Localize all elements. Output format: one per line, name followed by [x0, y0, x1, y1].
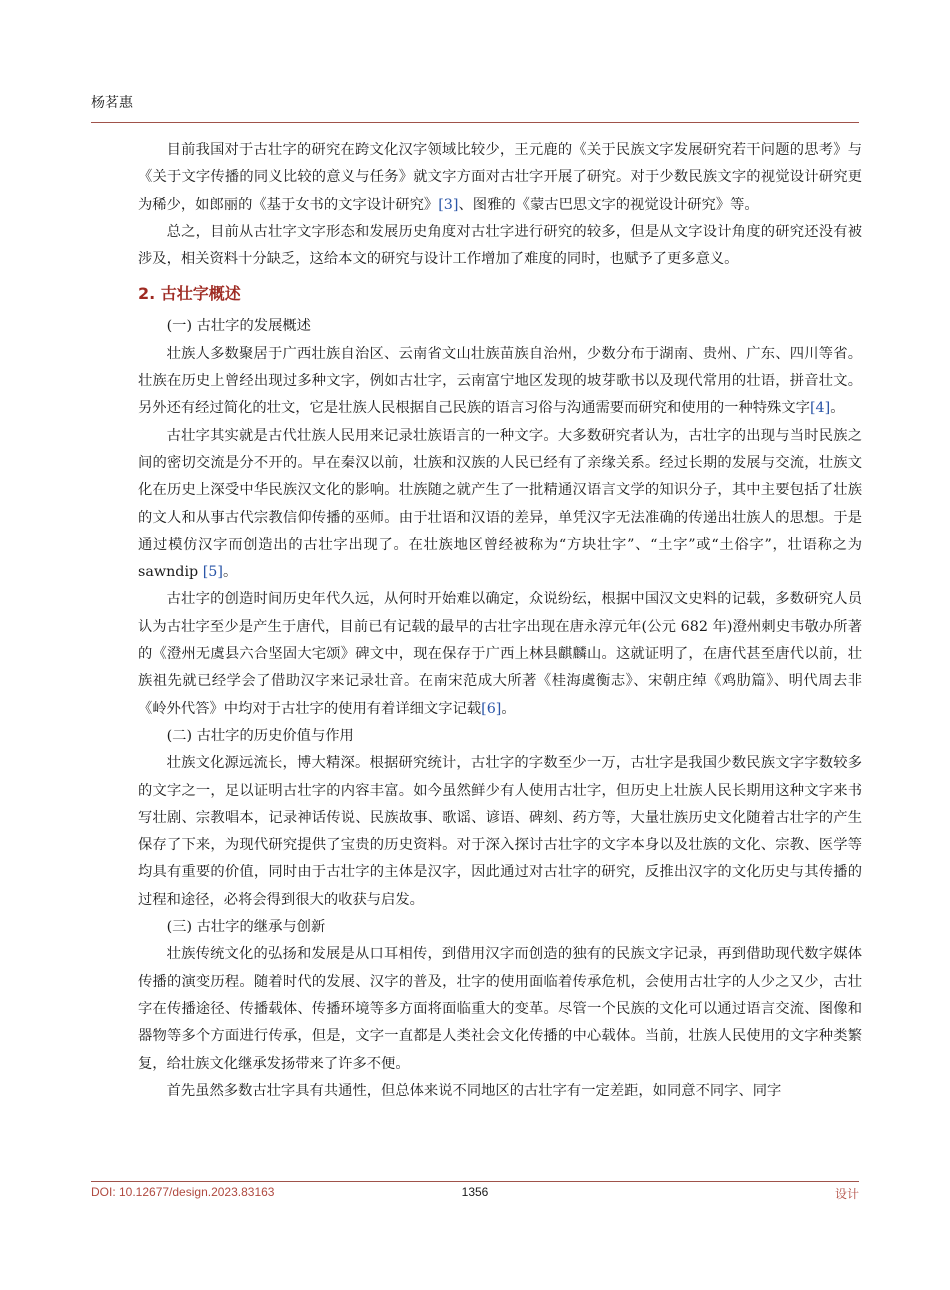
running-header-author: 杨茗惠: [91, 95, 133, 111]
paragraph-text: 古壮字其实就是古代壮族人民用来记录壮族语言的一种文字。大多数研究者认为，古壮字的出现与当时民族之间的密切交流是分不开的。早在秦汉以前，壮族和汉族的人民已经有了亲缘关系。经过长期的发展与交流，壮族文化在历史上深受中华民族汉文化的影响。壮族随之就产生了一批精通汉语言文学的知识分子，其中主要包括了壮族的文人和从事古代宗教信仰传播的巫师。由于壮语和汉语的差异，单凭汉字无法准确的传递出壮族人的思想。于是通过模仿汉字而创造出的古壮字出现了。在壮族地区曾经被称为“方块壮字”、“土字”或“土俗字”，壮语称之为 sawndip: [138, 427, 862, 581]
citation-link[interactable]: [6]: [481, 700, 502, 717]
paragraph: 壮族传统文化的弘扬和发展是从口耳相传，到借用汉字而创造的独有的民族文字记录，再到借助现代数字媒体传播的演变历程。随着时代的发展、汉字的普及，壮字的使用面临着传承危机，会使用古壮字的人少之又少，古壮字在传播途径、传播载体、传播环境等多方面将面临重大的变革。尽管一个民族的文化可以通过语言交流、图像和器物等多个方面进行传承，但是，文字一直都是人类社会文化传播的中心载体。当前，壮族人民使用的文字种类繁复，给壮族文化继承发扬带来了许多不便。: [138, 946, 862, 1072]
header-divider: [91, 122, 859, 123]
article-body: [138, 137, 862, 1105]
paragraph: [138, 341, 862, 423]
paragraph-text: 壮族人多数聚居于广西壮族自治区、云南省文山壮族苗族自治州，少数分布于湖南、贵州、广东、四川等省。壮族在历史上曾经出现过多种文字，例如古壮字，云南富宁地区发现的坡芽歌书以及现代常用的壮语，拼音壮文。另外还有经过简化的壮文，它是壮族人民根据自己民族的语言习俗与沟通需要而研究和使用的一种特殊文字: [138, 345, 862, 417]
section-heading: 2. 古壮字概述: [138, 284, 241, 304]
paragraph: [138, 586, 862, 722]
paragraph: 首先虽然多数古壮字具有共通性，但总体来说不同地区的古壮字有一定差距，如同意不同字、同字: [166, 1082, 782, 1099]
footer-divider: [91, 1181, 859, 1182]
citation-link[interactable]: [5]: [202, 564, 223, 581]
subsection-heading: (三) 古壮字的继承与创新: [166, 919, 326, 936]
citation-link[interactable]: [4]: [809, 400, 831, 417]
citation-link[interactable]: [3]: [438, 196, 459, 213]
page-number: 1356: [461, 1185, 489, 1199]
paragraph: [138, 137, 862, 219]
paragraph-text: 。: [501, 700, 516, 717]
journal-name: 设计: [834, 1187, 859, 1201]
paragraph-text: 。: [223, 564, 238, 581]
subsection-heading: (一) 古壮字的发展概述: [166, 318, 311, 335]
paragraph-text: 古壮字的创造时间历史年代久远，从何时开始难以确定，众说纷纭，根据中国汉文史料的记载，多数研究人员认为古壮字至少是产生于唐代，目前已有记载的最早的古壮字出现在唐永淳元年(公元 682 年)澄州刺史韦敬办所著的《澄州无虞县六合坚固大宅颂》碑文中，现在保存于广西上林县麒麟山。这就证明了，在唐代甚至唐代以前，壮族祖先就已经学会了借助汉字来记录壮音。在南宋范成大所著《桂海虞衡志》、宋朝庄绰《鸡肋篇》、明代周去非《岭外代答》中均对于古壮字的使用有着详细文字记载: [138, 591, 862, 717]
paragraph: 总之，目前从古壮字文字形态和发展历史角度对古壮字进行研究的较多，但是从文字设计角度的研究还没有被涉及，相关资料十分缺乏，这给本文的研究与设计工作增加了难度的同时，也赋予了更多意义。: [138, 223, 862, 268]
paragraph: [138, 423, 862, 587]
paragraph: 壮族文化源远流长，博大精深。根据研究统计，古壮字的字数至少一万，古壮字是我国少数民族文字字数较多的文字之一，足以证明古壮字的内容丰富。如今虽然鲜少有人使用古壮字，但历史上壮族人民长期用这种文字来书写壮剧、宗教唱本，记录神话传说、民族故事、歌谣、谚语、碑刻、药方等，大量壮族历史文化随着古壮字的产生保存了下来，为现代研究提供了宝贵的历史资料。对于深入探讨古壮字的文字本身以及壮族的文化、宗教、医学等均具有重要的价值，同时由于古壮字的主体是汉字，因此通过对古壮字的研究，反推出汉字的文化历史与其传播的过程和途径，必将会得到很大的收获与启发。: [138, 755, 862, 908]
subsection-heading: (二) 古壮字的历史价值与作用: [166, 727, 354, 744]
paragraph-text: 、图雅的《蒙古巴思文字的视觉设计研究》等。: [458, 196, 759, 213]
paragraph-text: 。: [830, 400, 845, 417]
paragraph-text: 目前我国对于古壮字的研究在跨文化汉字领域比较少，王元鹿的《关于民族文字发展研究若干问题的思考》与《关于文字传播的同义比较的意义与任务》就文字方面对古壮字开展了研究。对于少数民族文字的视觉设计研究更为稀少，如郎丽的《基于女书的文字设计研究》: [138, 142, 862, 213]
doi-link[interactable]: DOI: 10.12677/design.2023.83163: [91, 1185, 275, 1199]
